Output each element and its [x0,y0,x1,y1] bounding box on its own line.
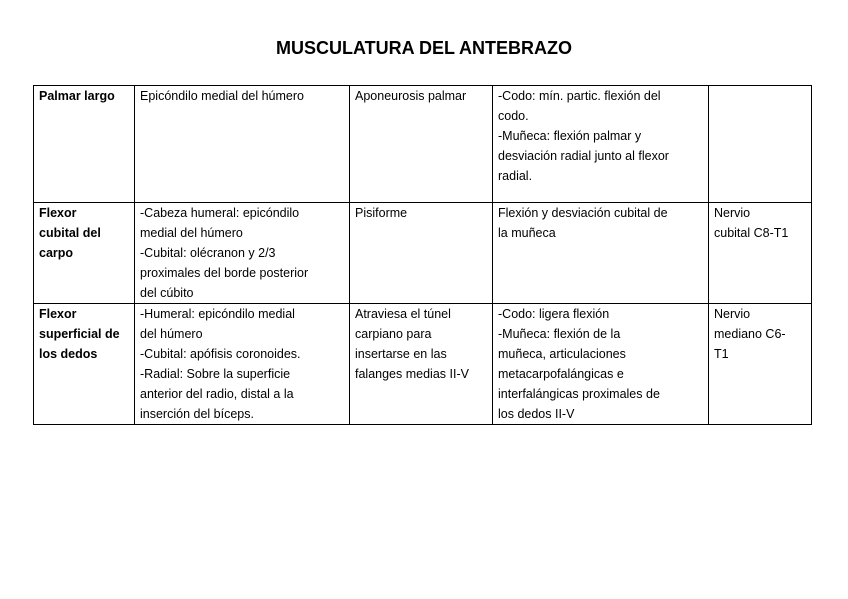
cell-line: proximales del borde posterior [140,266,309,280]
cell-line: Flexor [39,307,77,321]
muscle-name-cell [34,86,135,203]
cell-line: insertarse en las [355,347,447,361]
insertion-cell [350,86,493,203]
cell-line: los dedos [39,347,98,361]
cell-line: Atraviesa el túnel [355,307,451,321]
cell-line: Aponeurosis palmar [355,89,467,103]
cell-line: Epicóndilo medial del húmero [140,89,304,103]
origin-cell [135,86,350,203]
nerve-cell [709,304,812,425]
cell-line: interfalángicas proximales de [498,387,660,401]
cell-line: cubital del [39,226,101,240]
cell-line: -Humeral: epicóndilo medial [140,307,295,321]
cell-line: Pisiforme [355,206,408,220]
insertion-cell [350,304,493,425]
nerve-cell [709,86,812,203]
cell-line: carpiano para [355,327,432,341]
cell-line: -Codo: ligera flexión [498,307,610,321]
cell-line: inserción del bíceps. [140,407,254,421]
table-row [34,203,812,304]
action-cell [493,203,709,304]
muscle-name-cell [34,203,135,304]
cell-line: carpo [39,246,74,260]
nerve-cell [709,203,812,304]
cell-line: -Cabeza humeral: epicóndilo [140,206,300,220]
cell-line: codo. [498,109,529,123]
cell-line: medial del húmero [140,226,243,240]
cell-line: anterior del radio, distal a la [140,387,294,401]
cell-line: falanges medias II-V [355,367,469,381]
cell-line: metacarpofalángicas e [498,367,624,381]
cell-line: del cúbito [140,286,194,300]
cell-line: -Cubital: olécranon y 2/3 [140,246,276,260]
cell-line: -Codo: mín. partic. flexión del [498,89,661,103]
page-title: MUSCULATURA DEL ANTEBRAZO [276,38,572,58]
cell-line: desviación radial junto al flexor [498,149,669,163]
table-row [34,86,812,203]
cell-line: -Cubital: apófisis coronoides. [140,347,301,361]
insertion-cell [350,203,493,304]
cell-line: superficial de [39,327,120,341]
cell-line: los dedos II-V [498,407,575,421]
action-cell [493,304,709,425]
muscle-table [33,85,812,425]
cell-line: Flexor [39,206,77,220]
cell-line: Flexión y desviación cubital de [498,206,668,220]
table-row [34,304,812,425]
muscle-name-cell [34,304,135,425]
cell-line: del húmero [140,327,203,341]
cell-line: Nervio [714,307,751,321]
cell-line: cubital C8-T1 [714,226,789,240]
cell-line: -Radial: Sobre la superficie [140,367,291,381]
cell-line: T1 [714,347,729,361]
cell-line: -Muñeca: flexión palmar y [498,129,642,143]
cell-line: mediano C6- [714,327,786,341]
cell-line: muñeca, articulaciones [498,347,626,361]
cell-line: -Muñeca: flexión de la [498,327,621,341]
cell-line: la muñeca [498,226,556,240]
action-cell [493,86,709,203]
origin-cell [135,304,350,425]
cell-line: Palmar largo [39,89,115,103]
cell-line: radial. [498,169,533,183]
cell-line: Nervio [714,206,751,220]
origin-cell [135,203,350,304]
